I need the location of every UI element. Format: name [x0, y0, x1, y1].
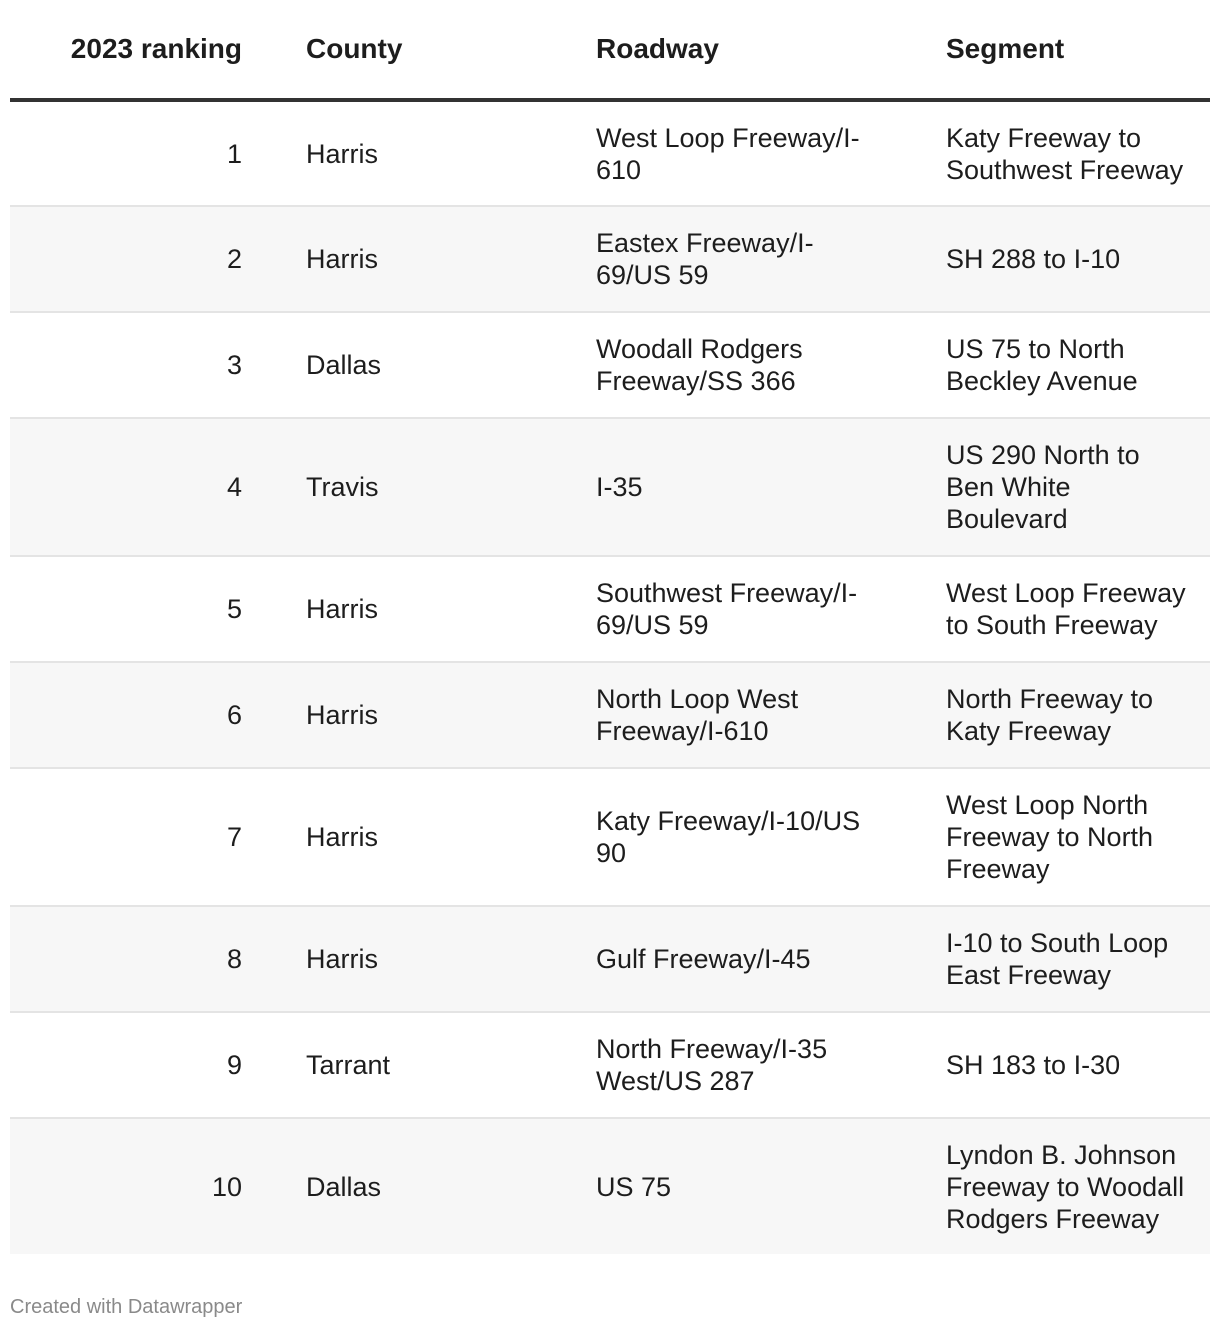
cell-county: Harris: [274, 206, 564, 312]
table-row: [10, 556, 1210, 662]
cell-segment: West Loop Freeway to South Freeway: [914, 556, 1210, 662]
cell-segment: Lyndon B. Johnson Freeway to Woodall Rodgers Freeway: [914, 1118, 1210, 1254]
cell-county: Harris: [274, 906, 564, 1012]
cell-roadway: West Loop Freeway/I-610: [564, 100, 914, 206]
cell-segment: West Loop North Freeway to North Freeway: [914, 768, 1210, 906]
cell-ranking: 3: [10, 312, 274, 418]
cell-roadway: Gulf Freeway/I-45: [564, 906, 914, 1012]
table-row: [10, 662, 1210, 768]
cell-county: Tarrant: [274, 1012, 564, 1118]
table-body: [10, 100, 1210, 1254]
cell-roadway: Woodall Rodgers Freeway/SS 366: [564, 312, 914, 418]
cell-roadway: Eastex Freeway/I-69/US 59: [564, 206, 914, 312]
cell-segment: SH 183 to I-30: [914, 1012, 1210, 1118]
table-row: [10, 1118, 1210, 1254]
header-row: [10, 0, 1210, 100]
cell-ranking: 4: [10, 418, 274, 556]
congested-roadways-table: [10, 0, 1210, 1254]
cell-roadway: US 75: [564, 1118, 914, 1254]
cell-county: Travis: [274, 418, 564, 556]
column-header-roadway[interactable]: Roadway: [564, 0, 914, 100]
table-row: [10, 768, 1210, 906]
cell-county: Harris: [274, 768, 564, 906]
table-row: [10, 906, 1210, 1012]
cell-roadway: North Loop West Freeway/I-610: [564, 662, 914, 768]
cell-county: Harris: [274, 100, 564, 206]
cell-ranking: 8: [10, 906, 274, 1012]
cell-roadway: Katy Freeway/I-10/US 90: [564, 768, 914, 906]
cell-roadway: North Freeway/I-35 West/US 287: [564, 1012, 914, 1118]
cell-county: Dallas: [274, 312, 564, 418]
cell-segment: Katy Freeway to Southwest Freeway: [914, 100, 1210, 206]
column-header-county[interactable]: County: [274, 0, 564, 100]
cell-county: Dallas: [274, 1118, 564, 1254]
table-row: [10, 206, 1210, 312]
data-table-container: [10, 0, 1210, 1254]
cell-ranking: 6: [10, 662, 274, 768]
cell-roadway: I-35: [564, 418, 914, 556]
cell-segment: I-10 to South Loop East Freeway: [914, 906, 1210, 1012]
table-row: [10, 418, 1210, 556]
table-row: [10, 1012, 1210, 1118]
table-row: [10, 312, 1210, 418]
cell-segment: SH 288 to I-10: [914, 206, 1210, 312]
cell-county: Harris: [274, 662, 564, 768]
cell-county: Harris: [274, 556, 564, 662]
cell-roadway: Southwest Freeway/I-69/US 59: [564, 556, 914, 662]
cell-ranking: 9: [10, 1012, 274, 1118]
cell-segment: US 75 to North Beckley Avenue: [914, 312, 1210, 418]
cell-ranking: 1: [10, 100, 274, 206]
cell-ranking: 2: [10, 206, 274, 312]
datawrapper-credit[interactable]: Created with Datawrapper: [10, 1296, 243, 1318]
cell-ranking: 5: [10, 556, 274, 662]
cell-segment: North Freeway to Katy Freeway: [914, 662, 1210, 768]
table-row: [10, 100, 1210, 206]
cell-ranking: 7: [10, 768, 274, 906]
cell-segment: US 290 North to Ben White Boulevard: [914, 418, 1210, 556]
table-header: [10, 0, 1210, 100]
cell-ranking: 10: [10, 1118, 274, 1254]
column-header-ranking[interactable]: 2023 ranking: [10, 0, 274, 100]
column-header-segment[interactable]: Segment: [914, 0, 1210, 100]
